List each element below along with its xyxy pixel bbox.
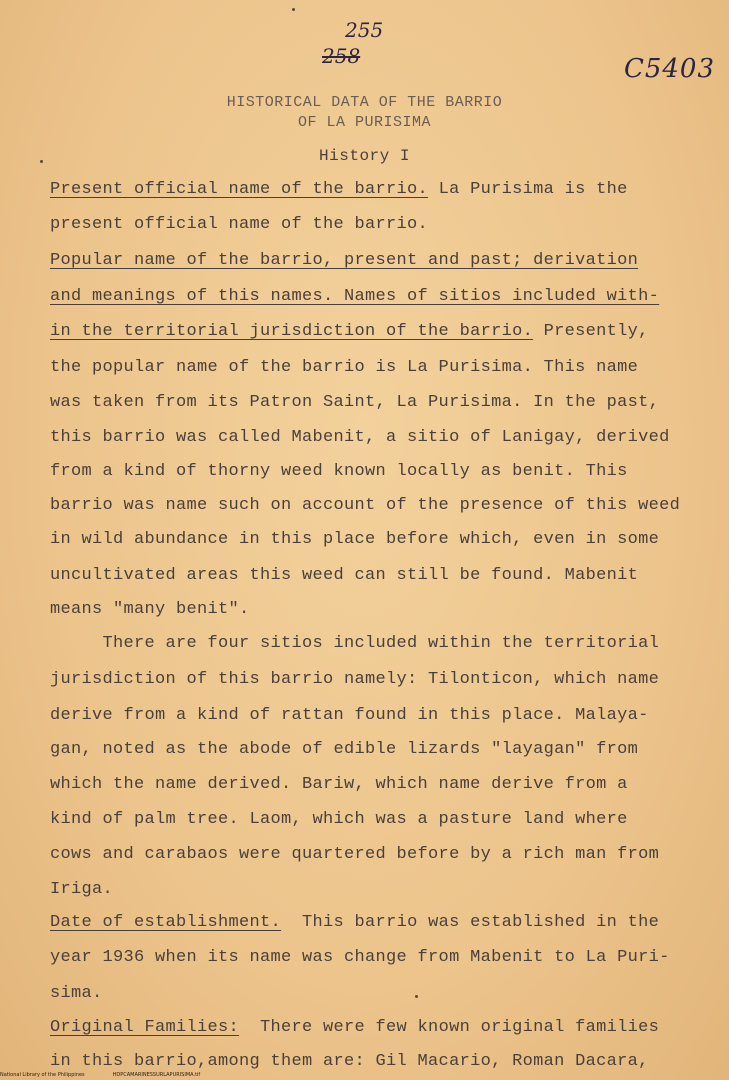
line-text: This barrio was established in the (281, 913, 660, 932)
section-heading: History I (319, 147, 410, 165)
text-line (50, 287, 659, 306)
line-text: Presently, (533, 322, 649, 341)
text-line (50, 913, 659, 932)
text-line (50, 1018, 659, 1037)
struck-page-number: 258 (322, 44, 361, 68)
speck-mark (40, 160, 43, 163)
text-line: There are four sitios included within the territorial (50, 634, 660, 653)
text-line: in wild abundance in this place before which, even in some (50, 530, 660, 549)
text-line: which the name derived. Bariw, which name derive from a (50, 775, 628, 794)
text-line: was taken from its Patron Saint, La Purisima. In the past, (50, 393, 660, 412)
text-line: means "many benit". (50, 600, 250, 619)
text-line: cows and carabaos were quartered before by a rich man from (50, 845, 660, 864)
text-line: the popular name of the barrio is La Purisima. This name (50, 358, 639, 377)
text-line: from a kind of thorny weed known locally as benit. This (50, 462, 628, 481)
underlined-heading: Popular name of the barrio, present and past; derivation (50, 251, 639, 270)
document-subtitle: OF LA PURISIMA (297, 114, 432, 131)
line-text: La Purisima is the (428, 180, 628, 199)
underlined-heading: Present official name of the barrio. (50, 180, 429, 199)
underlined-heading: and meanings of this names. Names of sitios included with- (50, 287, 660, 306)
speck-mark (415, 995, 418, 998)
text-line: present official name of the barrio. (50, 215, 429, 234)
underlined-heading: in the territorial jurisdiction of the barrio. (50, 322, 534, 341)
text-line: kind of palm tree. Laom, which was a pasture land where (50, 810, 628, 829)
text-line (50, 251, 638, 270)
handwritten-page-number: 255 (345, 18, 384, 42)
text-line: gan, noted as the abode of edible lizards "layagan" from (50, 740, 639, 759)
text-line: this barrio was called Mabenit, a sitio of Lanigay, derived (50, 428, 670, 447)
text-line: uncultivated areas this weed can still be found. Mabenit (50, 566, 639, 585)
footer-file-ref: HDPCAMARINESSURLAPURISIMA.tif (112, 1072, 201, 1078)
underlined-heading: Original Families: (50, 1018, 240, 1037)
catalog-code: C5403 (623, 54, 715, 84)
text-line: jurisdiction of this barrio namely: Tilonticon, which name (50, 670, 660, 689)
text-line: in this barrio,among them are: Gil Macario, Roman Dacara, (50, 1052, 649, 1071)
document-title: HISTORICAL DATA OF THE BARRIO (226, 94, 503, 111)
text-line (50, 322, 649, 341)
underlined-heading: Date of establishment. (50, 913, 282, 932)
footer-library: National Library of the Philippines (0, 1072, 85, 1078)
text-line: Iriga. (50, 880, 114, 899)
speck-mark (292, 8, 295, 11)
text-line: year 1936 when its name was change from Mabenit to La Puri- (50, 948, 670, 967)
text-line (50, 180, 628, 199)
text-line: sima. (50, 984, 103, 1003)
text-line: derive from a kind of rattan found in this place. Malaya- (50, 706, 649, 725)
line-text: There were few known original families (239, 1018, 660, 1037)
text-line: barrio was name such on account of the presence of this weed (50, 496, 681, 515)
scan-footer (0, 1072, 228, 1078)
